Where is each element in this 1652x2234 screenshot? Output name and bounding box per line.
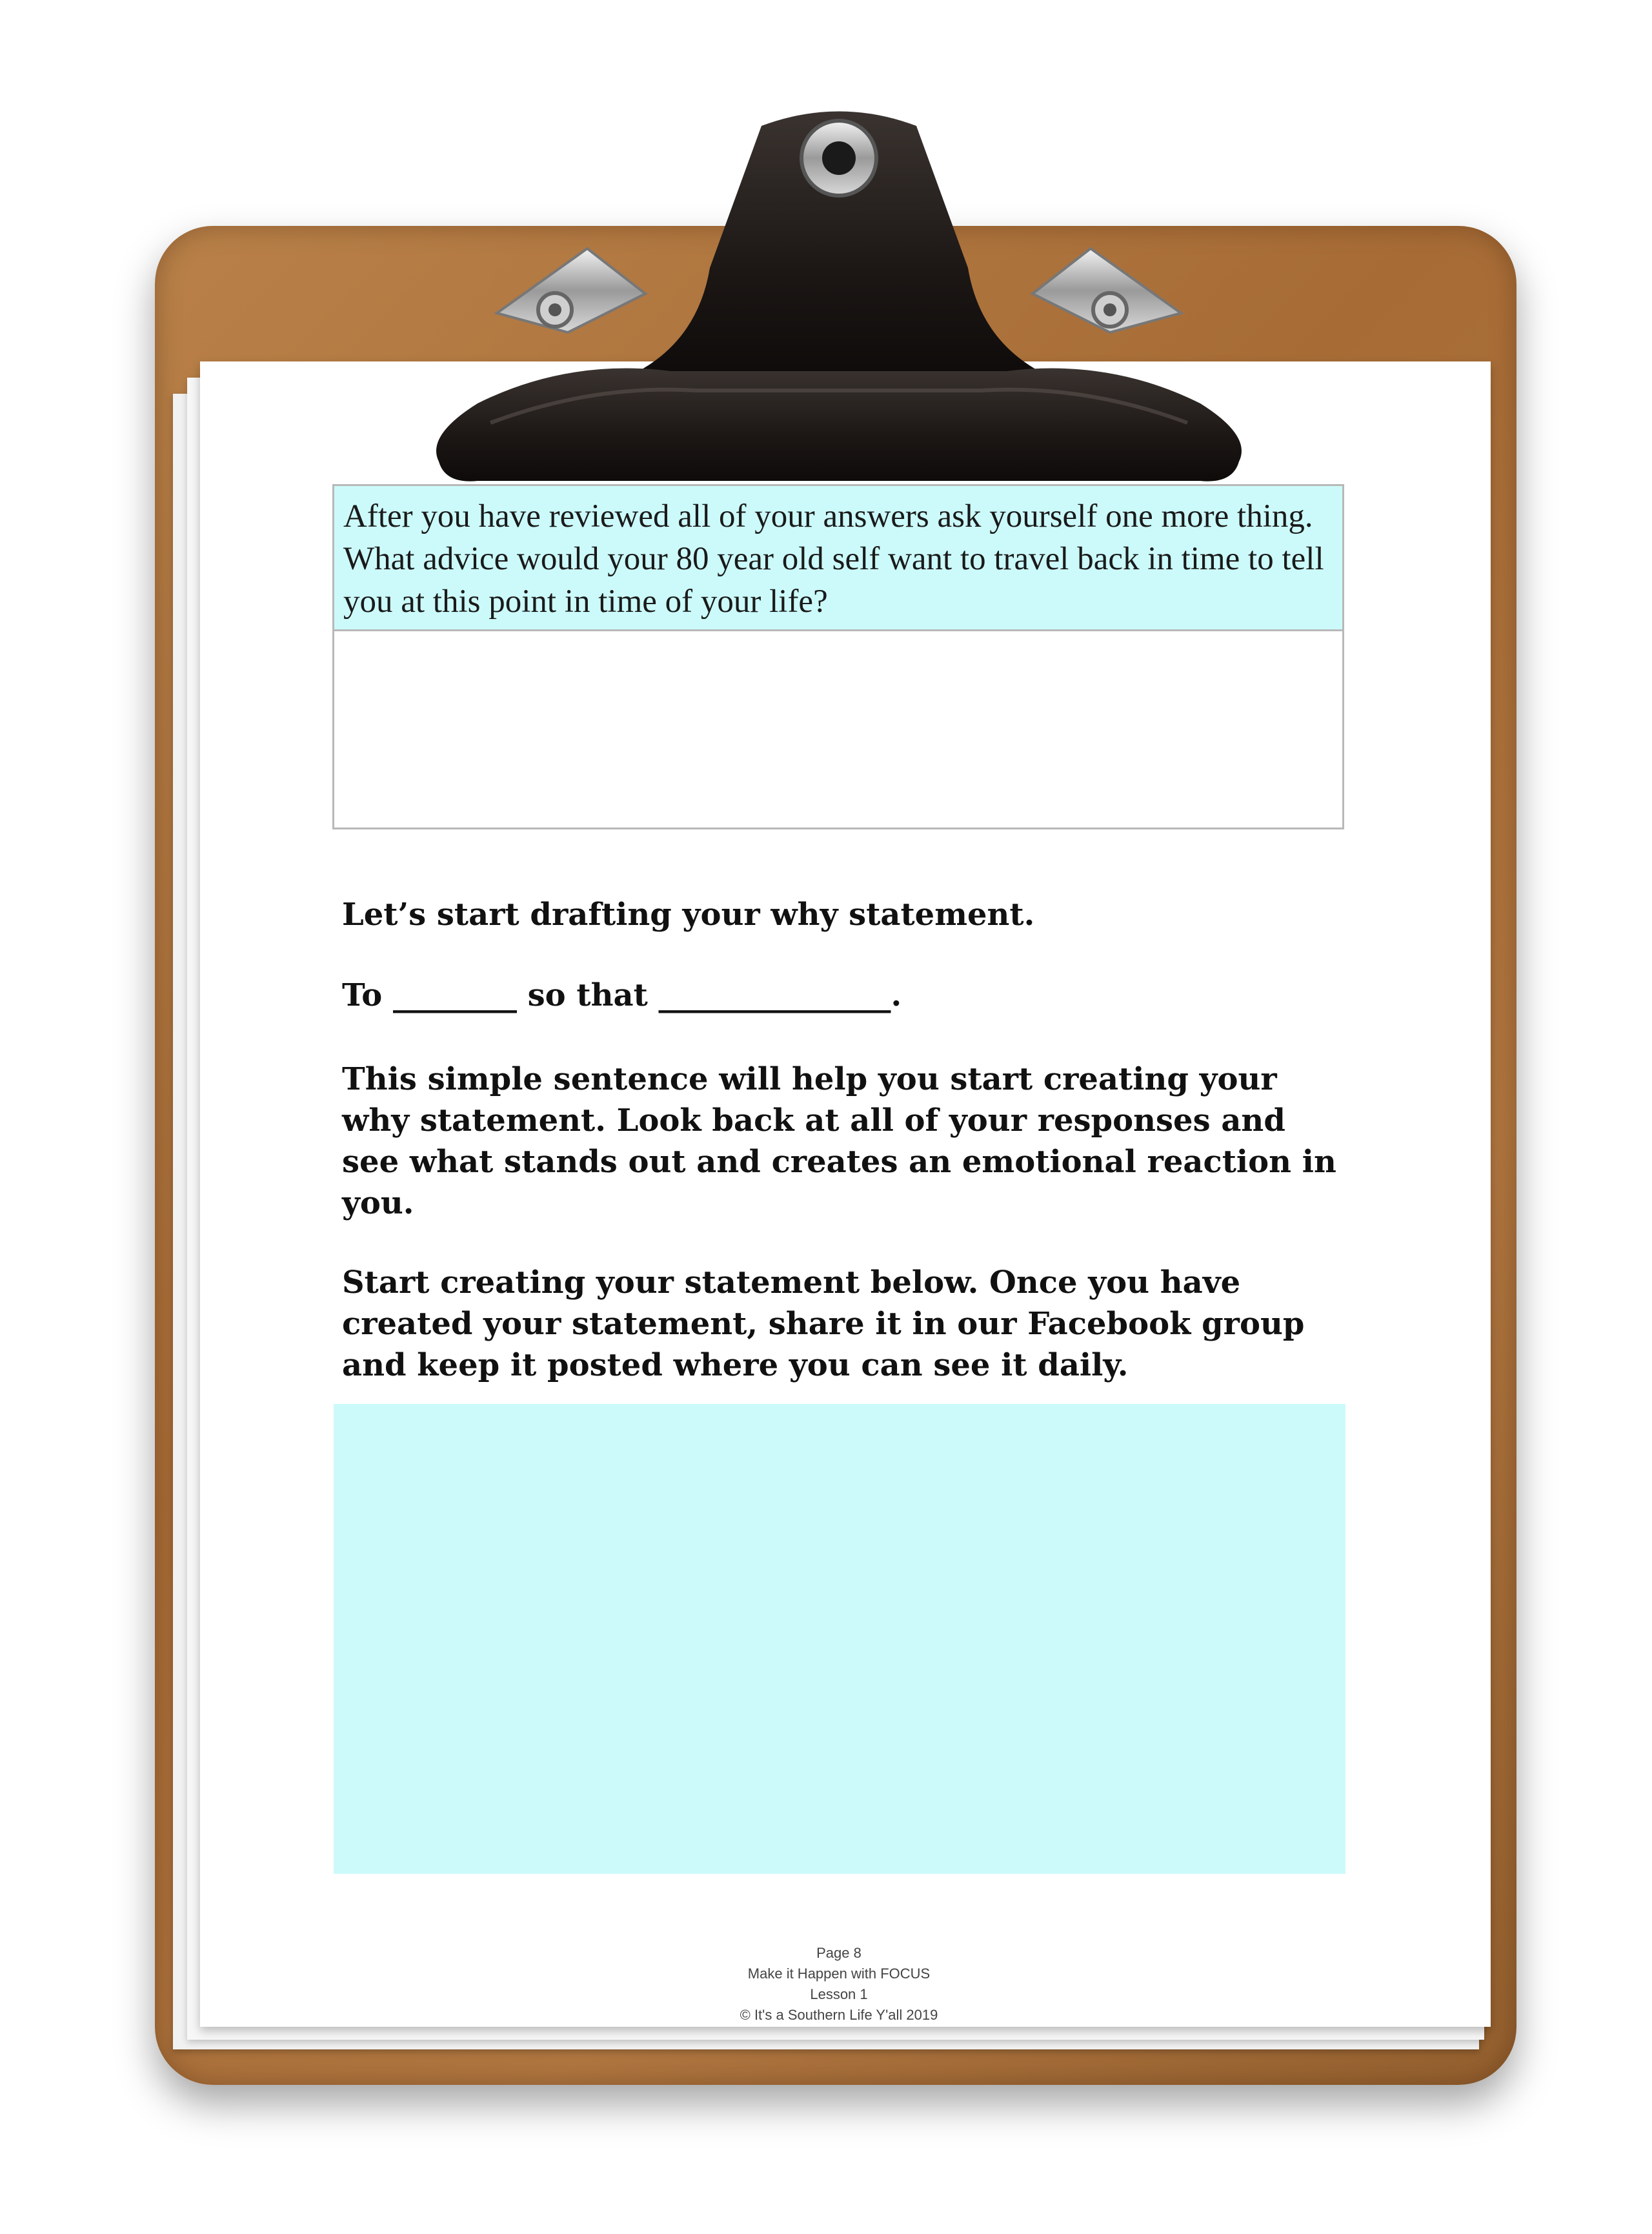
advice-answer-field[interactable] [334,631,1342,825]
share-instructions-paragraph: Start creating your statement below. Once you have created your statement, share it in our Facebook group and keep it posted where you can see it daily. [342,1264,1305,1383]
instructions-paragraph: This simple sentence will help you start creating your why statement. Look back at all of your responses and see what stands out and creates an emotional reaction in you. [342,1061,1336,1221]
advice-question-text: After you have reviewed all of your answers ask yourself one more thing. What advice would your 80 year old self want to travel back in time to tell you at this point in time of your life? [334,486,1342,631]
why-statement-template: To ________ so that _______________. [342,977,902,1013]
advice-question-box [332,484,1344,829]
statement-answer-area[interactable] [334,1404,1345,1874]
footer-lesson: Lesson 1 [810,1986,868,2002]
footer-copyright: © It's a Southern Life Y'all 2019 [740,2007,938,2023]
footer-course-title: Make it Happen with FOCUS [747,1965,931,1982]
binder-clip-icon [400,100,1278,487]
page-footer [710,1943,968,2026]
footer-page-number: Page 8 [816,1945,861,1961]
why-statement-heading: Let’s start drafting your why statement. [342,897,1035,933]
